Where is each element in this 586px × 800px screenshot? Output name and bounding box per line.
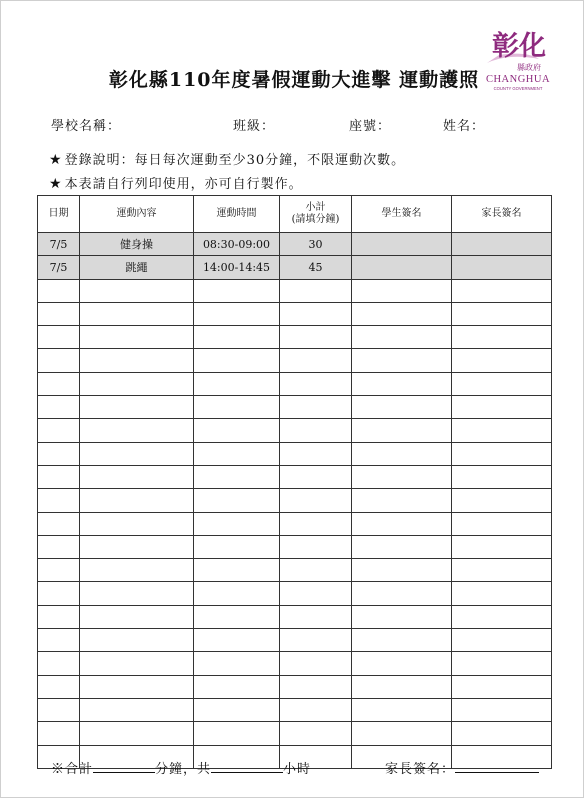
date-cell: [38, 349, 80, 372]
subtotal-minutes-cell: [280, 512, 352, 535]
table-row: [38, 698, 552, 721]
seat-number-label: 座號：: [349, 119, 392, 134]
date-cell: [38, 698, 80, 721]
date-cell: [38, 559, 80, 582]
subtotal-minutes-cell: 30: [280, 233, 352, 256]
exercise-content-cell: [80, 582, 194, 605]
date-cell: [38, 629, 80, 652]
exercise-content-cell: [80, 279, 194, 302]
minutes-label: 分鐘，共: [155, 762, 212, 777]
subtotal-minutes-cell: [280, 465, 352, 488]
class-label: 班級：: [233, 119, 276, 134]
exercise-content-cell: [80, 652, 194, 675]
exercise-content-cell: [80, 535, 194, 558]
exercise-time-cell: [194, 698, 280, 721]
table-row: [38, 675, 552, 698]
exercise-time-cell: [194, 396, 280, 419]
parent-signature-cell[interactable]: [452, 605, 552, 628]
date-cell: [38, 652, 80, 675]
exercise-time-cell: [194, 419, 280, 442]
parent-signature-cell[interactable]: [452, 675, 552, 698]
subtotal-minutes-cell: [280, 675, 352, 698]
parent-signature-label: 家長簽名：: [385, 762, 456, 777]
time-column-header: 運動時間: [194, 196, 280, 233]
exercise-time-cell: [194, 535, 280, 558]
exercise-time-cell: [194, 582, 280, 605]
student-signature-cell[interactable]: [352, 582, 452, 605]
exercise-content-cell: [80, 442, 194, 465]
date-cell: [38, 396, 80, 419]
exercise-content-cell: [80, 465, 194, 488]
print-note-text: 本表請自行列印使用，亦可自行製作。: [64, 177, 303, 192]
table-header-row: [38, 196, 552, 233]
subtotal-minutes-cell: [280, 652, 352, 675]
date-column-header: 日期: [38, 196, 80, 233]
parent-signature-cell[interactable]: [452, 559, 552, 582]
student-signature-cell[interactable]: [352, 605, 452, 628]
date-cell: [38, 465, 80, 488]
date-cell: [38, 372, 80, 395]
table-row: [38, 349, 552, 372]
date-cell: 7/5: [38, 233, 80, 256]
table-row: [38, 372, 552, 395]
exercise-log-table: [37, 195, 552, 769]
exercise-time-cell: [194, 372, 280, 395]
subtotal-minutes-cell: [280, 349, 352, 372]
table-row: [38, 722, 552, 745]
student-signature-cell[interactable]: [352, 349, 452, 372]
exercise-time-cell: [194, 489, 280, 512]
student-signature-cell[interactable]: [352, 279, 452, 302]
student-signature-cell[interactable]: [352, 722, 452, 745]
table-row: [38, 512, 552, 535]
student-signature-cell[interactable]: [352, 512, 452, 535]
student-name-label: 姓名：: [443, 119, 486, 134]
exercise-content-cell: [80, 675, 194, 698]
table-row: [38, 629, 552, 652]
total-minutes-field[interactable]: [93, 758, 155, 773]
school-name-label: 學校名稱：: [51, 119, 122, 134]
exercise-time-cell: 08:30-09:00: [194, 233, 280, 256]
date-cell: [38, 419, 80, 442]
table-row: [38, 442, 552, 465]
hours-label: 小時: [283, 762, 312, 777]
exercise-content-cell: [80, 489, 194, 512]
student-signature-cell[interactable]: [352, 629, 452, 652]
date-cell: [38, 326, 80, 349]
student-signature-cell[interactable]: [352, 326, 452, 349]
exercise-time-cell: [194, 326, 280, 349]
parent-signature-line: [385, 758, 539, 777]
student-signature-cell[interactable]: [352, 489, 452, 512]
subtotal-header-line2: (請填分鐘): [291, 214, 340, 225]
total-line: [51, 758, 311, 777]
table-row: [38, 559, 552, 582]
date-cell: [38, 722, 80, 745]
parent-signature-cell[interactable]: [452, 722, 552, 745]
star-icon: ★: [49, 176, 63, 192]
table-row: [38, 256, 552, 279]
parent-signature-cell[interactable]: [452, 396, 552, 419]
subtotal-minutes-cell: [280, 535, 352, 558]
exercise-content-cell: [80, 698, 194, 721]
exercise-content-cell: 跳繩: [80, 256, 194, 279]
exercise-time-cell: 14:00-14:45: [194, 256, 280, 279]
student-signature-cell[interactable]: [352, 698, 452, 721]
parent-signature-cell[interactable]: [452, 256, 552, 279]
exercise-content-cell: [80, 512, 194, 535]
content-column-header: 運動內容: [80, 196, 194, 233]
exercise-content-cell: [80, 605, 194, 628]
parent-signature-cell[interactable]: [452, 629, 552, 652]
exercise-content-cell: [80, 302, 194, 325]
exercise-time-cell: [194, 605, 280, 628]
table-row: [38, 326, 552, 349]
student-signature-cell[interactable]: [352, 442, 452, 465]
registration-note: [49, 149, 405, 168]
subtotal-minutes-cell: [280, 722, 352, 745]
table-row: [38, 652, 552, 675]
parent-signature-column-header: 家長簽名: [452, 196, 552, 233]
table-row: [38, 419, 552, 442]
total-prefix: ※合計: [51, 762, 94, 777]
date-cell: 7/5: [38, 256, 80, 279]
parent-signature-cell[interactable]: [452, 279, 552, 302]
svg-text:CHANGHUA: CHANGHUA: [485, 74, 551, 85]
date-cell: [38, 442, 80, 465]
subtotal-minutes-cell: [280, 489, 352, 512]
svg-text:縣政府: 縣政府: [517, 63, 541, 72]
student-signature-cell[interactable]: [352, 396, 452, 419]
date-cell: [38, 512, 80, 535]
subtotal-minutes-cell: [280, 372, 352, 395]
student-signature-cell[interactable]: [352, 675, 452, 698]
subtotal-minutes-cell: [280, 326, 352, 349]
subtotal-column-header: [280, 196, 352, 233]
parent-signature-cell[interactable]: [452, 652, 552, 675]
parent-signature-cell[interactable]: [452, 465, 552, 488]
table-row: [38, 279, 552, 302]
table-row: [38, 489, 552, 512]
date-cell: [38, 605, 80, 628]
exercise-time-cell: [194, 302, 280, 325]
exercise-content-cell: [80, 396, 194, 419]
parent-signature-cell[interactable]: [452, 349, 552, 372]
student-signature-cell[interactable]: [352, 372, 452, 395]
subtotal-minutes-cell: [280, 442, 352, 465]
exercise-time-cell: [194, 559, 280, 582]
page-title: 彰化縣110年度暑假運動大進擊 運動護照: [108, 69, 480, 91]
date-cell: [38, 535, 80, 558]
student-signature-cell[interactable]: [352, 559, 452, 582]
student-signature-cell[interactable]: [352, 233, 452, 256]
parent-signature-cell[interactable]: [452, 302, 552, 325]
exercise-content-cell: [80, 559, 194, 582]
subtotal-header-line1: 小計: [305, 202, 326, 213]
exercise-content-cell: [80, 326, 194, 349]
table-row: [38, 582, 552, 605]
parent-signature-cell[interactable]: [452, 698, 552, 721]
exercise-content-cell: [80, 419, 194, 442]
svg-text:COUNTY GOVERNMENT: COUNTY GOVERNMENT: [493, 86, 543, 91]
subtotal-minutes-cell: [280, 396, 352, 419]
exercise-time-cell: [194, 629, 280, 652]
table-row: [38, 396, 552, 419]
exercise-time-cell: [194, 512, 280, 535]
exercise-time-cell: [194, 442, 280, 465]
table-row: [38, 535, 552, 558]
student-signature-cell[interactable]: [352, 535, 452, 558]
date-cell: [38, 279, 80, 302]
exercise-time-cell: [194, 652, 280, 675]
parent-signature-cell[interactable]: [452, 419, 552, 442]
exercise-time-cell: [194, 675, 280, 698]
subtotal-minutes-cell: [280, 302, 352, 325]
date-cell: [38, 489, 80, 512]
student-signature-cell[interactable]: [352, 256, 452, 279]
subtotal-minutes-cell: [280, 559, 352, 582]
exercise-content-cell: [80, 372, 194, 395]
exercise-content-cell: [80, 722, 194, 745]
student-signature-cell[interactable]: [352, 652, 452, 675]
student-signature-cell[interactable]: [352, 302, 452, 325]
table-row: [38, 605, 552, 628]
student-signature-column-header: 學生簽名: [352, 196, 452, 233]
parent-signature-field[interactable]: [455, 758, 539, 773]
parent-signature-cell[interactable]: [452, 512, 552, 535]
subtotal-minutes-cell: 45: [280, 256, 352, 279]
exercise-time-cell: [194, 465, 280, 488]
exercise-log-body: [38, 233, 552, 769]
parent-signature-cell[interactable]: [452, 233, 552, 256]
table-row: [38, 302, 552, 325]
svg-text:彰化: 彰化: [492, 31, 546, 62]
table-row: [38, 465, 552, 488]
star-icon: ★: [49, 152, 63, 168]
parent-signature-cell[interactable]: [452, 582, 552, 605]
date-cell: [38, 302, 80, 325]
subtotal-minutes-cell: [280, 605, 352, 628]
parent-signature-cell[interactable]: [452, 535, 552, 558]
exercise-time-cell: [194, 349, 280, 372]
subtotal-minutes-cell: [280, 698, 352, 721]
student-signature-cell[interactable]: [352, 419, 452, 442]
subtotal-minutes-cell: [280, 419, 352, 442]
parent-signature-cell[interactable]: [452, 326, 552, 349]
registration-note-text: 登錄說明：每日每次運動至少30分鐘，不限運動次數。: [64, 153, 406, 168]
exercise-content-cell: [80, 629, 194, 652]
student-signature-cell[interactable]: [352, 465, 452, 488]
total-hours-field[interactable]: [211, 758, 283, 773]
parent-signature-cell[interactable]: [452, 442, 552, 465]
exercise-time-cell: [194, 722, 280, 745]
parent-signature-cell[interactable]: [452, 372, 552, 395]
exercise-time-cell: [194, 279, 280, 302]
table-row: [38, 233, 552, 256]
date-cell: [38, 582, 80, 605]
exercise-content-cell: [80, 349, 194, 372]
exercise-content-cell: 健身操: [80, 233, 194, 256]
subtotal-minutes-cell: [280, 629, 352, 652]
subtotal-minutes-cell: [280, 279, 352, 302]
parent-signature-cell[interactable]: [452, 489, 552, 512]
subtotal-minutes-cell: [280, 582, 352, 605]
print-note: [49, 173, 303, 192]
date-cell: [38, 675, 80, 698]
